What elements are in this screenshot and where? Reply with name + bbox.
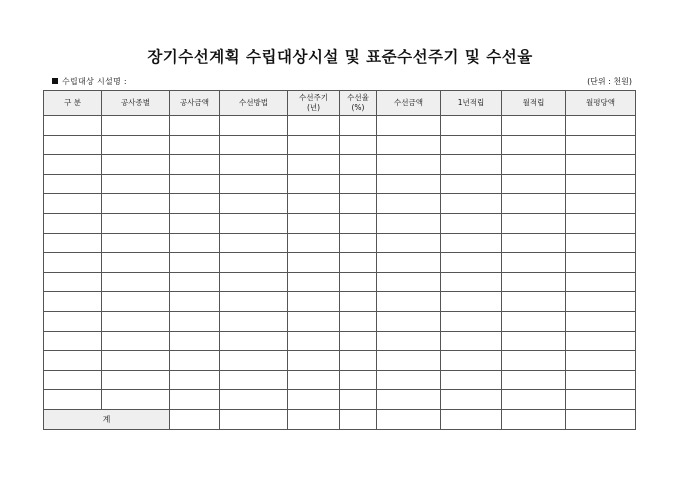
- table-cell[interactable]: [220, 155, 288, 175]
- total-cell[interactable]: [220, 409, 288, 429]
- table-cell[interactable]: [340, 194, 377, 214]
- table-cell[interactable]: [288, 311, 340, 331]
- table-cell[interactable]: [170, 311, 220, 331]
- table-row: [44, 233, 636, 253]
- table-cell[interactable]: [44, 390, 102, 410]
- table-cell[interactable]: [102, 370, 170, 390]
- table-cell[interactable]: [170, 194, 220, 214]
- table-cell[interactable]: [340, 272, 377, 292]
- table-cell[interactable]: [441, 116, 502, 136]
- table-cell[interactable]: [102, 272, 170, 292]
- table-cell[interactable]: [44, 135, 102, 155]
- table-cell[interactable]: [288, 370, 340, 390]
- table-row: [44, 370, 636, 390]
- table-cell[interactable]: [170, 370, 220, 390]
- table-cell[interactable]: [220, 370, 288, 390]
- table-cell[interactable]: [340, 311, 377, 331]
- table-cell[interactable]: [288, 351, 340, 371]
- repair-plan-table: [43, 90, 636, 430]
- table-cell[interactable]: [502, 213, 566, 233]
- table-cell[interactable]: [566, 390, 636, 410]
- table-cell[interactable]: [170, 272, 220, 292]
- total-cell[interactable]: [288, 409, 340, 429]
- table-cell[interactable]: [102, 311, 170, 331]
- table-cell[interactable]: [502, 116, 566, 136]
- table-cell[interactable]: [220, 272, 288, 292]
- table-cell[interactable]: [102, 213, 170, 233]
- table-cell[interactable]: [220, 233, 288, 253]
- table-cell[interactable]: [441, 174, 502, 194]
- table-cell[interactable]: [102, 390, 170, 410]
- total-cell[interactable]: [441, 409, 502, 429]
- table-cell[interactable]: [441, 272, 502, 292]
- table-cell[interactable]: [44, 116, 102, 136]
- table-cell[interactable]: [170, 155, 220, 175]
- table-cell[interactable]: [288, 174, 340, 194]
- total-row: [44, 409, 636, 429]
- table-cell[interactable]: [377, 370, 441, 390]
- table-cell[interactable]: [288, 116, 340, 136]
- table-cell[interactable]: [502, 253, 566, 273]
- table-cell[interactable]: [502, 272, 566, 292]
- table-cell[interactable]: [502, 233, 566, 253]
- table-cell[interactable]: [566, 311, 636, 331]
- table-cell[interactable]: [502, 311, 566, 331]
- table-cell[interactable]: [340, 174, 377, 194]
- table-cell[interactable]: [566, 155, 636, 175]
- total-cell[interactable]: [566, 409, 636, 429]
- table-row: [44, 174, 636, 194]
- total-cell[interactable]: [170, 409, 220, 429]
- table-cell[interactable]: [441, 253, 502, 273]
- table-cell[interactable]: [288, 233, 340, 253]
- table-cell[interactable]: [288, 331, 340, 351]
- table-cell[interactable]: [220, 292, 288, 312]
- table-cell[interactable]: [377, 311, 441, 331]
- col-header-repair-amount: 수선금액: [377, 91, 441, 116]
- table-cell[interactable]: [340, 351, 377, 371]
- table-cell[interactable]: [441, 390, 502, 410]
- table-cell[interactable]: [220, 194, 288, 214]
- table-cell[interactable]: [340, 370, 377, 390]
- table-cell[interactable]: [441, 292, 502, 312]
- table-cell[interactable]: [377, 135, 441, 155]
- table-cell[interactable]: [502, 331, 566, 351]
- total-label: 계: [44, 409, 170, 429]
- table-cell[interactable]: [288, 194, 340, 214]
- table-cell[interactable]: [377, 174, 441, 194]
- page-title: 장기수선계획 수립대상시설 및 표준수선주기 및 수선율: [147, 48, 533, 66]
- table-cell[interactable]: [377, 390, 441, 410]
- table-cell[interactable]: [502, 370, 566, 390]
- table-cell[interactable]: [441, 194, 502, 214]
- table-cell[interactable]: [288, 292, 340, 312]
- table-row: [44, 272, 636, 292]
- col-header-category: 구 분: [44, 91, 102, 116]
- table-cell[interactable]: [441, 135, 502, 155]
- table-cell[interactable]: [377, 272, 441, 292]
- table-cell[interactable]: [44, 292, 102, 312]
- table-cell[interactable]: [566, 116, 636, 136]
- table-cell[interactable]: [441, 331, 502, 351]
- table-cell[interactable]: [441, 213, 502, 233]
- table-cell[interactable]: [566, 331, 636, 351]
- table-cell[interactable]: [220, 174, 288, 194]
- total-cell[interactable]: [377, 409, 441, 429]
- table-cell[interactable]: [377, 213, 441, 233]
- table-cell[interactable]: [220, 253, 288, 273]
- table-cell[interactable]: [44, 174, 102, 194]
- table-cell[interactable]: [566, 253, 636, 273]
- table-cell[interactable]: [220, 351, 288, 371]
- table-cell[interactable]: [220, 331, 288, 351]
- table-cell[interactable]: [102, 351, 170, 371]
- facility-name-text: 수립대상 시설명 :: [62, 77, 127, 86]
- table-cell[interactable]: [170, 331, 220, 351]
- total-cell[interactable]: [502, 409, 566, 429]
- table-cell[interactable]: [102, 116, 170, 136]
- table-row: [44, 331, 636, 351]
- table-cell[interactable]: [377, 292, 441, 312]
- col-header-yearly-reserve: 1년적립: [441, 91, 502, 116]
- table-row: [44, 351, 636, 371]
- table-cell[interactable]: [288, 135, 340, 155]
- table-cell[interactable]: [44, 351, 102, 371]
- table-cell[interactable]: [441, 311, 502, 331]
- table-cell[interactable]: [502, 174, 566, 194]
- table-cell[interactable]: [377, 194, 441, 214]
- table-cell[interactable]: [102, 135, 170, 155]
- col-header-monthly-per-pyeong: 월평당액: [566, 91, 636, 116]
- table-cell[interactable]: [170, 390, 220, 410]
- table-cell[interactable]: [340, 233, 377, 253]
- square-bullet-icon: [52, 78, 58, 84]
- table-cell[interactable]: [170, 213, 220, 233]
- table-cell[interactable]: [102, 155, 170, 175]
- table-cell[interactable]: [340, 292, 377, 312]
- table-cell[interactable]: [44, 331, 102, 351]
- table-cell[interactable]: [377, 155, 441, 175]
- table-cell[interactable]: [44, 272, 102, 292]
- table-cell[interactable]: [502, 292, 566, 312]
- table-cell[interactable]: [377, 116, 441, 136]
- table-cell[interactable]: [441, 370, 502, 390]
- table-cell[interactable]: [170, 135, 220, 155]
- table-cell[interactable]: [502, 351, 566, 371]
- table-cell[interactable]: [44, 155, 102, 175]
- table-cell[interactable]: [220, 311, 288, 331]
- table-cell[interactable]: [340, 253, 377, 273]
- table-cell[interactable]: [441, 155, 502, 175]
- table-cell[interactable]: [566, 174, 636, 194]
- table-cell[interactable]: [566, 370, 636, 390]
- table-cell[interactable]: [340, 116, 377, 136]
- table-row: [44, 155, 636, 175]
- table-cell[interactable]: [340, 135, 377, 155]
- facility-name-label: [52, 76, 127, 87]
- table-row: [44, 194, 636, 214]
- table-row: [44, 116, 636, 136]
- table-cell[interactable]: [340, 155, 377, 175]
- table-cell[interactable]: [102, 233, 170, 253]
- table-row: [44, 213, 636, 233]
- table-cell[interactable]: [102, 174, 170, 194]
- table-cell[interactable]: [170, 351, 220, 371]
- table-row: [44, 253, 636, 273]
- table-cell[interactable]: [566, 292, 636, 312]
- table-cell[interactable]: [102, 253, 170, 273]
- table-cell[interactable]: [441, 233, 502, 253]
- table-cell[interactable]: [566, 272, 636, 292]
- table-row: [44, 135, 636, 155]
- table-cell[interactable]: [340, 390, 377, 410]
- table-row: [44, 292, 636, 312]
- table-cell[interactable]: [377, 253, 441, 273]
- col-header-repair-cycle: 수선주기 (년): [288, 91, 340, 116]
- table-cell[interactable]: [502, 135, 566, 155]
- table-row: [44, 390, 636, 410]
- table-cell[interactable]: [377, 351, 441, 371]
- table-cell[interactable]: [170, 116, 220, 136]
- table-row: [44, 311, 636, 331]
- unit-label: (단위 : 천원): [587, 77, 632, 86]
- table-cell[interactable]: [44, 233, 102, 253]
- table-cell[interactable]: [288, 390, 340, 410]
- table-cell[interactable]: [502, 194, 566, 214]
- table-cell[interactable]: [502, 390, 566, 410]
- table-cell[interactable]: [340, 331, 377, 351]
- header-row: [44, 91, 636, 116]
- table-cell[interactable]: [288, 272, 340, 292]
- table-cell[interactable]: [220, 135, 288, 155]
- table-cell[interactable]: [170, 233, 220, 253]
- table-cell[interactable]: [170, 174, 220, 194]
- table-cell[interactable]: [566, 135, 636, 155]
- table-cell[interactable]: [102, 194, 170, 214]
- table-cell[interactable]: [170, 292, 220, 312]
- col-header-work-cost: 공사금액: [170, 91, 220, 116]
- table-cell[interactable]: [170, 253, 220, 273]
- col-header-repair-rate: 수선율 (%): [340, 91, 377, 116]
- table-cell[interactable]: [288, 213, 340, 233]
- table-cell[interactable]: [288, 155, 340, 175]
- table-cell[interactable]: [44, 194, 102, 214]
- table-cell[interactable]: [566, 233, 636, 253]
- table-cell[interactable]: [44, 370, 102, 390]
- col-header-work-type: 공사종별: [102, 91, 170, 116]
- total-cell[interactable]: [340, 409, 377, 429]
- table-cell[interactable]: [220, 390, 288, 410]
- table-cell[interactable]: [44, 253, 102, 273]
- col-header-repair-method: 수선방법: [220, 91, 288, 116]
- table-cell[interactable]: [340, 213, 377, 233]
- table-cell[interactable]: [566, 194, 636, 214]
- table-cell[interactable]: [44, 213, 102, 233]
- col-header-monthly-reserve: 월적립: [502, 91, 566, 116]
- table-cell[interactable]: [441, 351, 502, 371]
- table-cell[interactable]: [288, 253, 340, 273]
- table-cell[interactable]: [102, 331, 170, 351]
- table-cell[interactable]: [377, 331, 441, 351]
- table-cell[interactable]: [377, 233, 441, 253]
- table-cell[interactable]: [220, 116, 288, 136]
- table-cell[interactable]: [102, 292, 170, 312]
- table-cell[interactable]: [44, 311, 102, 331]
- table-cell[interactable]: [566, 351, 636, 371]
- table-cell[interactable]: [502, 155, 566, 175]
- table-cell[interactable]: [220, 213, 288, 233]
- table-cell[interactable]: [566, 213, 636, 233]
